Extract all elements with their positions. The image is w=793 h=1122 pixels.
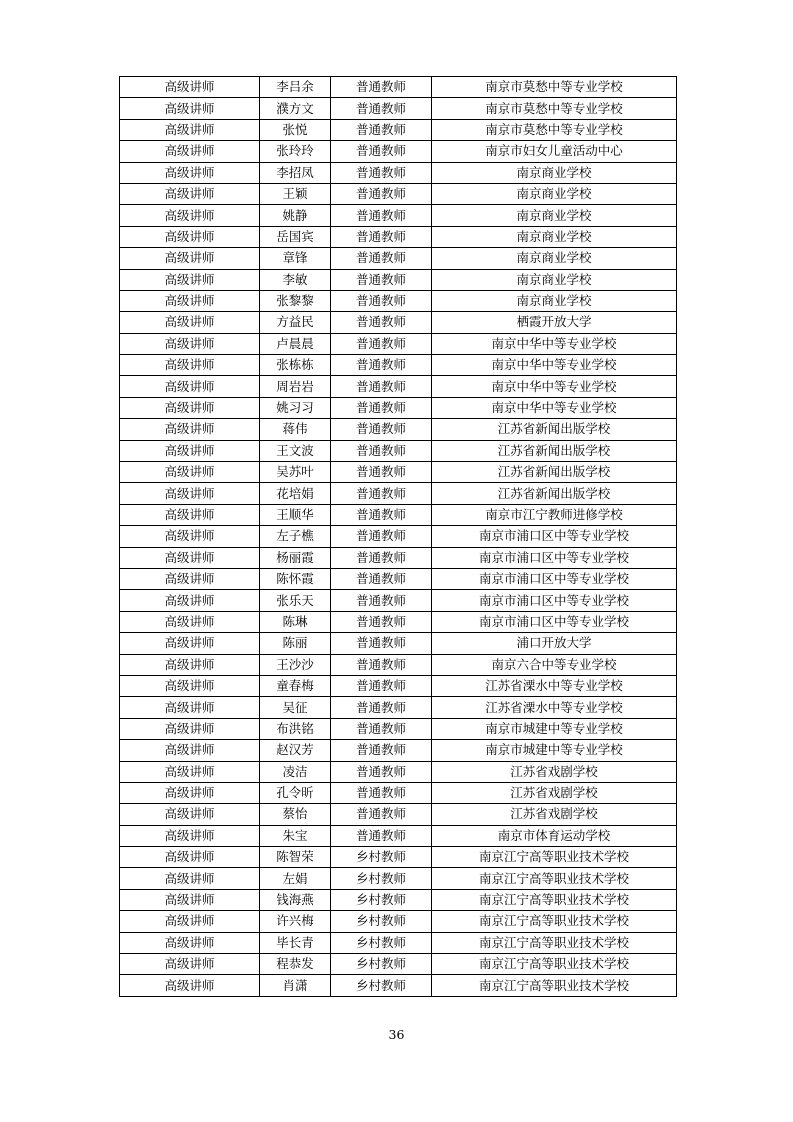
name-cell: 王沙沙 — [260, 654, 331, 675]
title-cell: 高级讲师 — [120, 162, 260, 183]
title-cell: 高级讲师 — [120, 590, 260, 611]
name-cell: 朱宝 — [260, 825, 331, 846]
teacher-type-cell: 普通教师 — [331, 248, 432, 269]
name-cell: 左娟 — [260, 868, 331, 889]
title-cell: 高级讲师 — [120, 462, 260, 483]
teacher-type-cell: 普通教师 — [331, 504, 432, 525]
school-cell: 江苏省戏剧学校 — [432, 761, 677, 782]
name-cell: 陈丽 — [260, 633, 331, 654]
table-row — [120, 333, 677, 354]
title-cell: 高级讲师 — [120, 526, 260, 547]
title-cell: 高级讲师 — [120, 868, 260, 889]
teacher-type-cell: 普通教师 — [331, 77, 432, 98]
teacher-type-cell: 普通教师 — [331, 290, 432, 311]
teacher-type-cell: 普通教师 — [331, 205, 432, 226]
title-cell: 高级讲师 — [120, 183, 260, 204]
title-cell: 高级讲师 — [120, 248, 260, 269]
table-row — [120, 162, 677, 183]
table-row — [120, 718, 677, 739]
teacher-type-cell: 普通教师 — [331, 611, 432, 632]
name-cell: 卢晨晨 — [260, 333, 331, 354]
name-cell: 赵汉芳 — [260, 740, 331, 761]
table-row — [120, 932, 677, 953]
school-cell: 江苏省新闻出版学校 — [432, 462, 677, 483]
table-row — [120, 141, 677, 162]
title-cell: 高级讲师 — [120, 761, 260, 782]
teacher-type-cell: 普通教师 — [331, 804, 432, 825]
school-cell: 南京市江宁教师进修学校 — [432, 504, 677, 525]
school-cell: 南京市浦口区中等专业学校 — [432, 526, 677, 547]
title-cell: 高级讲师 — [120, 226, 260, 247]
title-cell: 高级讲师 — [120, 290, 260, 311]
title-cell: 高级讲师 — [120, 397, 260, 418]
title-cell: 高级讲师 — [120, 825, 260, 846]
name-cell: 王文波 — [260, 440, 331, 461]
table-row — [120, 954, 677, 975]
title-cell: 高级讲师 — [120, 804, 260, 825]
teacher-type-cell: 普通教师 — [331, 697, 432, 718]
teacher-type-cell: 乡村教师 — [331, 868, 432, 889]
teacher-type-cell: 普通教师 — [331, 526, 432, 547]
name-cell: 蔡怡 — [260, 804, 331, 825]
school-cell: 江苏省溧水中等专业学校 — [432, 697, 677, 718]
name-cell: 张栋栋 — [260, 355, 331, 376]
table-row — [120, 312, 677, 333]
title-cell: 高级讲师 — [120, 633, 260, 654]
teacher-type-cell: 普通教师 — [331, 162, 432, 183]
table-row — [120, 761, 677, 782]
name-cell: 濮方文 — [260, 98, 331, 119]
name-cell: 杨丽霞 — [260, 547, 331, 568]
name-cell: 周岩岩 — [260, 376, 331, 397]
school-cell: 南京中华中等专业学校 — [432, 355, 677, 376]
title-cell: 高级讲师 — [120, 975, 260, 996]
title-cell: 高级讲师 — [120, 483, 260, 504]
name-cell: 毕长青 — [260, 932, 331, 953]
table-row — [120, 205, 677, 226]
school-cell: 南京市浦口区中等专业学校 — [432, 547, 677, 568]
title-cell: 高级讲师 — [120, 141, 260, 162]
school-cell: 南京市莫愁中等专业学校 — [432, 119, 677, 140]
teacher-type-cell: 乡村教师 — [331, 954, 432, 975]
table-row — [120, 568, 677, 589]
school-cell: 南京江宁高等职业技术学校 — [432, 868, 677, 889]
name-cell: 章锋 — [260, 248, 331, 269]
school-cell: 南京江宁高等职业技术学校 — [432, 954, 677, 975]
name-cell: 布洪铭 — [260, 718, 331, 739]
teacher-type-cell: 普通教师 — [331, 782, 432, 803]
name-cell: 李招凤 — [260, 162, 331, 183]
table-row — [120, 226, 677, 247]
name-cell: 方益民 — [260, 312, 331, 333]
name-cell: 张悦 — [260, 119, 331, 140]
school-cell: 南京商业学校 — [432, 269, 677, 290]
table-row — [120, 269, 677, 290]
title-cell: 高级讲师 — [120, 98, 260, 119]
name-cell: 陈智荣 — [260, 847, 331, 868]
teacher-type-cell: 普通教师 — [331, 183, 432, 204]
school-cell: 南京市城建中等专业学校 — [432, 718, 677, 739]
teacher-type-cell: 普通教师 — [331, 333, 432, 354]
school-cell: 南京江宁高等职业技术学校 — [432, 889, 677, 910]
name-cell: 姚静 — [260, 205, 331, 226]
school-cell: 南京商业学校 — [432, 226, 677, 247]
name-cell: 张玲玲 — [260, 141, 331, 162]
teacher-type-cell: 普通教师 — [331, 419, 432, 440]
title-cell: 高级讲师 — [120, 355, 260, 376]
teacher-type-cell: 普通教师 — [331, 547, 432, 568]
teacher-type-cell: 乡村教师 — [331, 889, 432, 910]
teacher-type-cell: 普通教师 — [331, 462, 432, 483]
name-cell: 王颖 — [260, 183, 331, 204]
title-cell: 高级讲师 — [120, 911, 260, 932]
school-cell: 江苏省新闻出版学校 — [432, 483, 677, 504]
school-cell: 南京商业学校 — [432, 290, 677, 311]
teacher-type-cell: 普通教师 — [331, 355, 432, 376]
teacher-type-cell: 普通教师 — [331, 440, 432, 461]
title-cell: 高级讲师 — [120, 954, 260, 975]
table-row — [120, 804, 677, 825]
school-cell: 南京六合中等专业学校 — [432, 654, 677, 675]
table-row — [120, 183, 677, 204]
title-cell: 高级讲师 — [120, 654, 260, 675]
school-cell: 南京市妇女儿童活动中心 — [432, 141, 677, 162]
title-cell: 高级讲师 — [120, 547, 260, 568]
teacher-type-cell: 普通教师 — [331, 226, 432, 247]
title-cell: 高级讲师 — [120, 504, 260, 525]
page-number: 36 — [388, 1027, 405, 1042]
name-cell: 程恭发 — [260, 954, 331, 975]
name-cell: 凌洁 — [260, 761, 331, 782]
teacher-type-cell: 乡村教师 — [331, 911, 432, 932]
table-row — [120, 782, 677, 803]
school-cell: 浦口开放大学 — [432, 633, 677, 654]
teacher-type-cell: 普通教师 — [331, 590, 432, 611]
teacher-type-cell: 普通教师 — [331, 675, 432, 696]
school-cell: 栖霞开放大学 — [432, 312, 677, 333]
school-cell: 南京市浦口区中等专业学校 — [432, 568, 677, 589]
table-row — [120, 462, 677, 483]
title-cell: 高级讲师 — [120, 419, 260, 440]
table-row — [120, 697, 677, 718]
name-cell: 岳国宾 — [260, 226, 331, 247]
table-row — [120, 504, 677, 525]
title-cell: 高级讲师 — [120, 782, 260, 803]
school-cell: 南京商业学校 — [432, 183, 677, 204]
name-cell: 李敏 — [260, 269, 331, 290]
name-cell: 陈怀霞 — [260, 568, 331, 589]
teacher-type-cell: 普通教师 — [331, 825, 432, 846]
school-cell: 南京江宁高等职业技术学校 — [432, 911, 677, 932]
name-cell: 孔令昕 — [260, 782, 331, 803]
teacher-list-table — [119, 76, 677, 997]
name-cell: 张乐天 — [260, 590, 331, 611]
title-cell: 高级讲师 — [120, 440, 260, 461]
school-cell: 南京市体育运动学校 — [432, 825, 677, 846]
table-row — [120, 633, 677, 654]
teacher-type-cell: 普通教师 — [331, 761, 432, 782]
school-cell: 江苏省溧水中等专业学校 — [432, 675, 677, 696]
table-row — [120, 675, 677, 696]
table-row — [120, 975, 677, 996]
title-cell: 高级讲师 — [120, 312, 260, 333]
name-cell: 张黎黎 — [260, 290, 331, 311]
name-cell: 花培娟 — [260, 483, 331, 504]
name-cell: 肖潇 — [260, 975, 331, 996]
name-cell: 王顺华 — [260, 504, 331, 525]
school-cell: 南京中华中等专业学校 — [432, 397, 677, 418]
school-cell: 南京市城建中等专业学校 — [432, 740, 677, 761]
school-cell: 南京江宁高等职业技术学校 — [432, 847, 677, 868]
school-cell: 南京商业学校 — [432, 205, 677, 226]
title-cell: 高级讲师 — [120, 740, 260, 761]
table-row — [120, 889, 677, 910]
table-row — [120, 397, 677, 418]
teacher-type-cell: 乡村教师 — [331, 932, 432, 953]
name-cell: 许兴梅 — [260, 911, 331, 932]
school-cell: 江苏省新闻出版学校 — [432, 419, 677, 440]
table-row — [120, 654, 677, 675]
school-cell: 南京商业学校 — [432, 248, 677, 269]
table-row — [120, 419, 677, 440]
school-cell: 南京市莫愁中等专业学校 — [432, 77, 677, 98]
table-row — [120, 119, 677, 140]
teacher-type-cell: 普通教师 — [331, 654, 432, 675]
school-cell: 南京市浦口区中等专业学校 — [432, 611, 677, 632]
teacher-type-cell: 普通教师 — [331, 633, 432, 654]
title-cell: 高级讲师 — [120, 718, 260, 739]
teacher-type-cell: 普通教师 — [331, 141, 432, 162]
name-cell: 童春梅 — [260, 675, 331, 696]
table-row — [120, 440, 677, 461]
table-row — [120, 376, 677, 397]
teacher-list-table-container — [119, 76, 676, 997]
school-cell: 南京江宁高等职业技术学校 — [432, 975, 677, 996]
table-row — [120, 355, 677, 376]
table-row — [120, 590, 677, 611]
title-cell: 高级讲师 — [120, 611, 260, 632]
title-cell: 高级讲师 — [120, 269, 260, 290]
school-cell: 江苏省戏剧学校 — [432, 782, 677, 803]
teacher-type-cell: 乡村教师 — [331, 975, 432, 996]
teacher-type-cell: 普通教师 — [331, 269, 432, 290]
table-row — [120, 98, 677, 119]
name-cell: 吴征 — [260, 697, 331, 718]
table-row — [120, 290, 677, 311]
table-row — [120, 248, 677, 269]
school-cell: 南京江宁高等职业技术学校 — [432, 932, 677, 953]
table-row — [120, 868, 677, 889]
name-cell: 左子樵 — [260, 526, 331, 547]
name-cell: 陈琳 — [260, 611, 331, 632]
name-cell: 吴苏叶 — [260, 462, 331, 483]
table-row — [120, 847, 677, 868]
teacher-type-cell: 普通教师 — [331, 312, 432, 333]
school-cell: 南京商业学校 — [432, 162, 677, 183]
teacher-type-cell: 普通教师 — [331, 119, 432, 140]
teacher-type-cell: 普通教师 — [331, 568, 432, 589]
title-cell: 高级讲师 — [120, 932, 260, 953]
teacher-type-cell: 普通教师 — [331, 718, 432, 739]
title-cell: 高级讲师 — [120, 376, 260, 397]
name-cell: 李吕余 — [260, 77, 331, 98]
school-cell: 江苏省新闻出版学校 — [432, 440, 677, 461]
title-cell: 高级讲师 — [120, 697, 260, 718]
teacher-type-cell: 普通教师 — [331, 483, 432, 504]
title-cell: 高级讲师 — [120, 77, 260, 98]
teacher-type-cell: 普通教师 — [331, 98, 432, 119]
name-cell: 姚习习 — [260, 397, 331, 418]
table-row — [120, 526, 677, 547]
teacher-type-cell: 普通教师 — [331, 376, 432, 397]
teacher-type-cell: 乡村教师 — [331, 847, 432, 868]
table-row — [120, 483, 677, 504]
school-cell: 南京市浦口区中等专业学校 — [432, 590, 677, 611]
title-cell: 高级讲师 — [120, 333, 260, 354]
table-body — [120, 77, 677, 997]
table-row — [120, 825, 677, 846]
title-cell: 高级讲师 — [120, 205, 260, 226]
table-row — [120, 911, 677, 932]
teacher-type-cell: 普通教师 — [331, 740, 432, 761]
table-row — [120, 547, 677, 568]
school-cell: 南京市莫愁中等专业学校 — [432, 98, 677, 119]
title-cell: 高级讲师 — [120, 847, 260, 868]
table-row — [120, 611, 677, 632]
title-cell: 高级讲师 — [120, 889, 260, 910]
title-cell: 高级讲师 — [120, 119, 260, 140]
school-cell: 南京中华中等专业学校 — [432, 333, 677, 354]
teacher-type-cell: 普通教师 — [331, 397, 432, 418]
title-cell: 高级讲师 — [120, 675, 260, 696]
table-row — [120, 740, 677, 761]
title-cell: 高级讲师 — [120, 568, 260, 589]
school-cell: 南京中华中等专业学校 — [432, 376, 677, 397]
table-row — [120, 77, 677, 98]
name-cell: 钱海燕 — [260, 889, 331, 910]
name-cell: 蒋伟 — [260, 419, 331, 440]
school-cell: 江苏省戏剧学校 — [432, 804, 677, 825]
